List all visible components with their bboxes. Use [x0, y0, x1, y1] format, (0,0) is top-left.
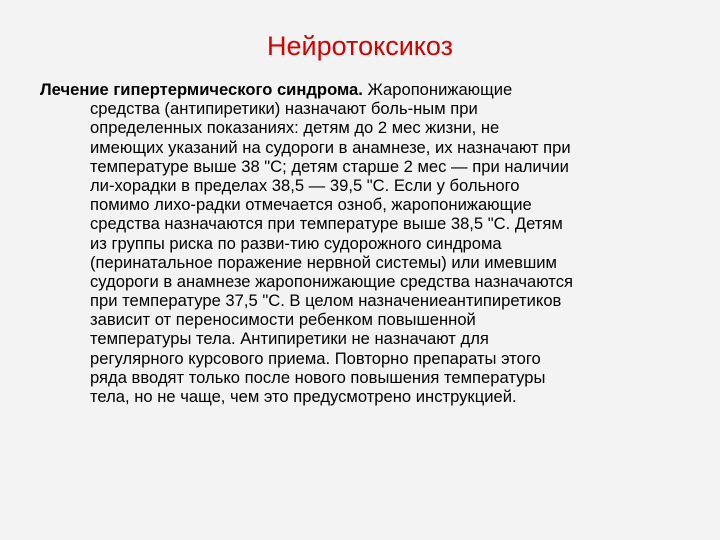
body-line: тела, но не чаще, чем это предусмотрено инструкцией. [90, 387, 517, 406]
body-line: имеющих указаний на судороги в анамнезе, их назначают при [90, 137, 571, 157]
body-line: средства назначаются при температуре выше 38,5 "С. Детям [90, 214, 563, 234]
first-line-text: Жаропонижающие [362, 80, 513, 99]
body-line: (перинатальное поражение нервной системы) или имевшим [90, 252, 557, 272]
body-line: регулярного курсового приема. Повторно препараты этого [90, 348, 541, 368]
body-line: из группы риска по разви-тию судорожного синдрома [90, 233, 502, 253]
body-line: судороги в анамнезе жаропонижающие средства назначаются [90, 271, 573, 291]
body-line: помимо лихо-радки отмечается озноб, жаропонижающие [90, 195, 532, 215]
body-line: температуре выше 38 "С; детям старше 2 мес — при наличии [90, 156, 569, 176]
body-line: определенных показаниях: детям до 2 мес жизни, не [90, 118, 500, 138]
section-heading: Лечение гипертермического синдрома. [40, 80, 363, 99]
body-line: зависит от переносимости ребенком повышенной [90, 310, 476, 330]
body-line-first [40, 80, 676, 99]
body-line: при температуре 37,5 "С. В целом назначениеантипиретиков [90, 291, 562, 311]
body-paragraph [40, 80, 676, 406]
body-line: ряда вводят только после нового повышения температуры [90, 367, 546, 387]
slide-title: Нейротоксикоз [266, 31, 454, 61]
body-line: ли-хорадки в пределах 38,5 — 39,5 "С. Если у больного [90, 175, 520, 195]
body-line: температуры тела. Антипиретики не назначают для [90, 329, 489, 349]
body-line: средства (антипиретики) назначают боль-ным при [90, 99, 478, 119]
